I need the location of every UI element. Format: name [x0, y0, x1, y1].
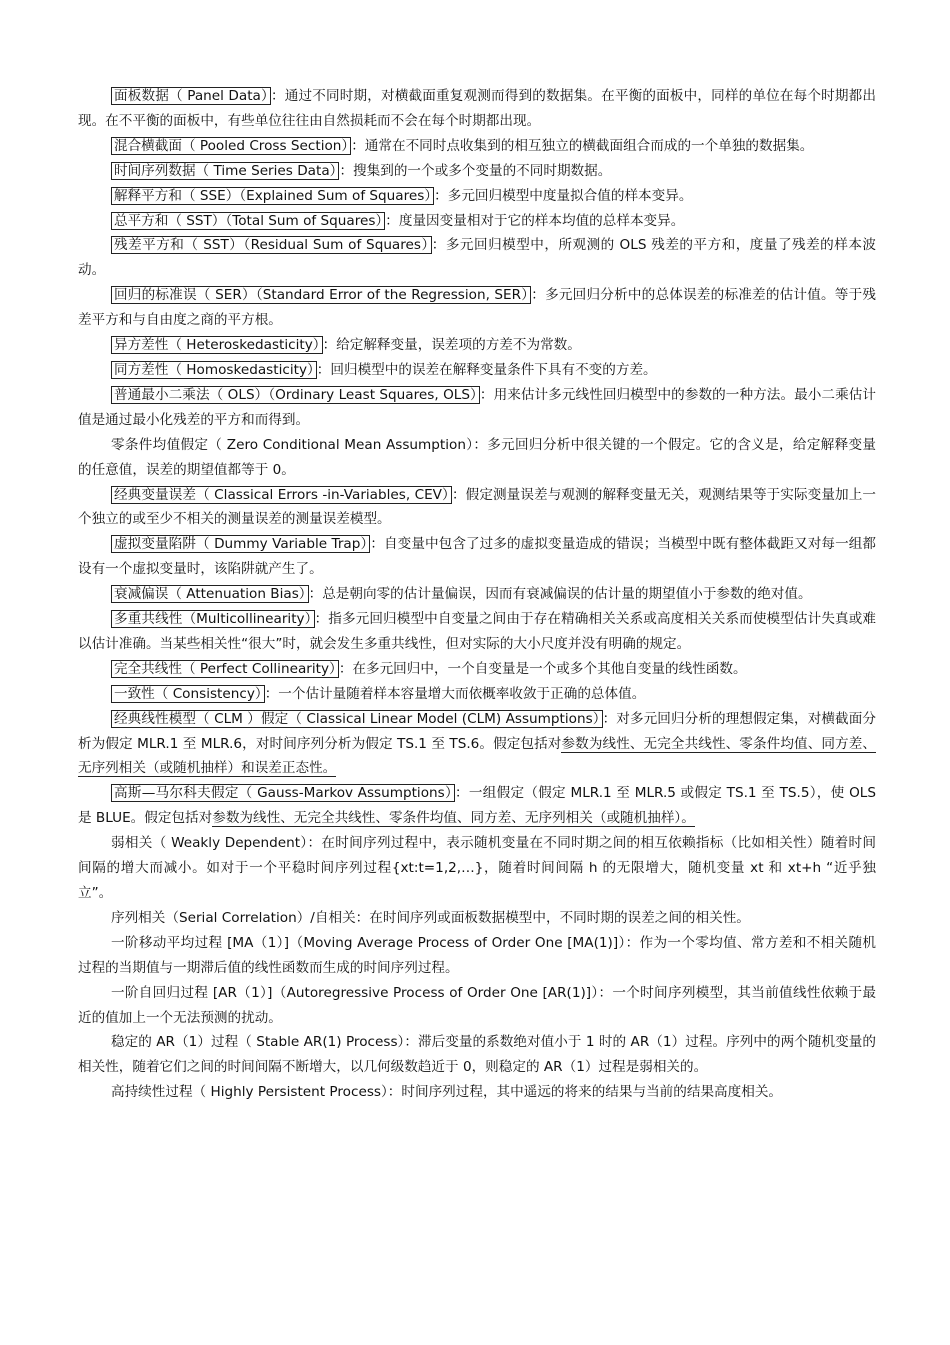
glossary-entry — [78, 707, 876, 782]
term-text: 弱相关（ Weakly Dependent） — [111, 835, 308, 852]
underlined-text: 参数为线性、无完全共线性、零条件均值、同方差、无序列相关（或随机抽样）和误差正态性。 — [78, 735, 877, 777]
glossary-entry — [78, 1080, 876, 1105]
term-text: 稳定的 AR（1）过程（ Stable AR(1) Process） — [111, 1034, 405, 1051]
glossary-entry — [78, 781, 876, 831]
definition-text: ：多元回归分析中的总体误差的标准差的估计值。等于残差平方和与自由度之商的平方根。 — [78, 287, 876, 329]
glossary-entry — [78, 433, 876, 483]
glossary-entry — [78, 682, 876, 707]
term-box: 完全共线性（ Perfect Collinearity） — [111, 660, 339, 678]
term-text: 高持续性过程（ Highly Persistent Process） — [111, 1084, 388, 1101]
definition-text: ：作为一个零均值、常方差和不相关随机过程的当期值与一期滞后值的线性函数而生成的时间序列过程。 — [78, 934, 876, 976]
glossary-entry — [78, 931, 876, 981]
term-text: 一阶移动平均过程 [MA（1）]（Moving Average Process of Order One [MA(1)]） — [111, 934, 626, 951]
term-box: 衰减偏误（ Attenuation Bias） — [111, 585, 309, 603]
term-box: 异方差性（ Heteroskedasticity） — [111, 336, 323, 354]
term-box: 经典线性模型（ CLM ）假定（ Classical Linear Model (CLM) Assumptions） — [111, 710, 603, 728]
term-box: 面板数据（ Panel Data） — [111, 87, 271, 105]
definition-text: ：一组假定（假定 MLR.1 至 MLR.5 或假定 TS.1 至 TS.5），使 OLS 是 BLUE。假定包括对 — [78, 785, 876, 827]
definition-text: ：总是朝向零的估计量偏误，因而有衰减偏误的估计量的期望值小于参数的绝对值。 — [308, 586, 812, 603]
definition-text: ：搜集到的一个或多个变量的不同时期数据。 — [339, 162, 612, 179]
definition-text: ：一个估计量随着样本容量增大而依概率收敛于正确的总体值。 — [264, 685, 646, 702]
definition-text: ：用来估计多元线性回归模型中的参数的一种方法。最小二乘估计值是通过最小化残差的平方和而得到。 — [78, 386, 876, 428]
definition-text: ：时间序列过程，其中遥远的将来的结果与当前的结果高度相关。 — [387, 1084, 783, 1101]
glossary-entry — [78, 532, 876, 582]
term-box: 总平方和（ SST）（Total Sum of Squares） — [111, 212, 385, 230]
term-box: 经典变量误差（ Classical Errors -in-Variables, CEV） — [111, 486, 452, 504]
definition-text: ：在时间序列过程中，表示随机变量在不同时期之间的相互依赖指标（比如相关性）随着时间间隔的增大而减小。如对于一个平稳时间序列过程 — [78, 835, 877, 877]
definition-text: ：多元回归模型中度量拟合值的样本变异。 — [434, 187, 693, 204]
definition-text: ：给定解释变量，误差项的方差不为常数。 — [322, 337, 581, 354]
term-box: 普通最小二乘法（ OLS）（Ordinary Least Squares, OLS） — [111, 386, 480, 404]
definition-tail: ，随着时间间隔 h 的无限增大，随机变量 xt 和 xt+h “近乎独立”。 — [78, 860, 877, 901]
glossary-entry — [78, 233, 876, 283]
term-box: 一致性（ Consistency） — [111, 685, 265, 703]
formula-text: {xt:t=1,2,…} — [391, 860, 484, 877]
glossary-entry — [78, 358, 876, 383]
term-box: 同方差性（ Homoskedasticity） — [111, 361, 317, 379]
glossary-entry — [78, 333, 876, 358]
term-box: 回归的标准误（ SER）（Standard Error of the Regression, SER） — [111, 286, 531, 304]
definition-text: ：滞后变量的系数绝对值小于 1 时的 AR（1）过程。序列中的两个随机变量的相关性，随着它们之间的时间间隔不断增大，以几何级数趋近于 0，则稳定的 AR（1）过程是弱相关的。 — [78, 1034, 876, 1076]
definition-text: ：自变量中包含了过多的虚拟变量造成的错误；当模型中既有整体截距又对每一组都设有一个虚拟变量时，该陷阱就产生了。 — [78, 536, 877, 578]
glossary-entry — [78, 283, 876, 333]
term-text: 零条件均值假定（ Zero Conditional Mean Assumption） — [111, 436, 474, 453]
term-text: 一阶自回归过程 [AR（1）]（Autoregressive Process of Order One [AR(1)]） — [111, 984, 599, 1001]
definition-text: ：通常在不同时点收集到的相互独立的横截面组合而成的一个单独的数据集。 — [351, 137, 814, 154]
definition-text: ：假定测量误差与观测的解释变量无关，观测结果等于实际变量加上一个独立的或至少不相关的测量误差的测量误差模型。 — [78, 486, 876, 528]
glossary-entry — [78, 184, 876, 209]
glossary-entry — [78, 84, 876, 134]
term-box: 时间序列数据（ Time Series Data） — [111, 162, 339, 180]
glossary-entry — [78, 582, 876, 607]
definition-text: ：多元回归分析中很关键的一个假定。它的含义是，给定解释变量的任意值，误差的期望值都等于 0。 — [78, 436, 876, 478]
definition-text: ：在时间序列或面板数据模型中，不同时期的误差之间的相关性。 — [355, 909, 750, 926]
glossary-entry — [78, 1030, 876, 1080]
glossary-entry — [78, 209, 876, 234]
glossary-entry — [78, 134, 876, 159]
term-box: 虚拟变量陷阱（ Dummy Variable Trap） — [111, 535, 370, 553]
glossary-entry — [78, 607, 876, 657]
definition-text: ：度量因变量相对于它的样本均值的总样本变异。 — [385, 212, 685, 229]
glossary-document — [78, 84, 876, 1105]
term-box: 多重共线性（Multicollinearity） — [111, 610, 315, 628]
term-box: 混合横截面（ Pooled Cross Section） — [111, 137, 351, 155]
definition-text: ：指多元回归模型中自变量之间由于存在精确相关关系或高度相关关系而使模型估计失真或难以估计准确。当某些相关性“很大”时，就会发生多重共线性，但对实际的大小尺度并没有明确的规定。 — [78, 611, 876, 652]
definition-text: ：一个时间序列模型，其当前值线性依赖于最近的值加上一个无法预测的扰动。 — [78, 984, 876, 1026]
glossary-entry — [78, 159, 876, 184]
underlined-text: 参数为线性、无完全共线性、零条件均值、同方差、无序列相关（或随机抽样）。 — [212, 810, 695, 827]
definition-text: ：回归模型中的误差在解释变量条件下具有不变的方差。 — [316, 361, 657, 378]
term-text: 序列相关（Serial Correlation）/自相关 — [111, 909, 356, 926]
term-box: 残差平方和（ SST）（Residual Sum of Squares） — [111, 236, 432, 254]
glossary-entry — [78, 483, 876, 533]
glossary-entry — [78, 981, 876, 1031]
definition-text: ：通过不同时期，对横截面重复观测而得到的数据集。在平衡的面板中，同样的单位在每个时期都出现。在不平衡的面板中，有些单位往往由自然损耗而不会在每个时期都出现。 — [78, 88, 876, 129]
definition-text: ：多元回归模型中，所观测的 OLS 残差的平方和，度量了残差的样本波动。 — [78, 237, 876, 279]
glossary-entry — [78, 383, 876, 433]
definition-text: ：对多元回归分析的理想假定集，对横截面分析为假定 MLR.1 至 MLR.6，对时间序列分析为假定 TS.1 至 TS.6。假定包括对 — [78, 710, 876, 752]
glossary-entry — [78, 906, 876, 931]
glossary-entry — [78, 657, 876, 682]
term-box: 解释平方和（ SSE）（Explained Sum of Squares） — [111, 187, 434, 205]
definition-text: ：在多元回归中，一个自变量是一个或多个其他自变量的线性函数。 — [338, 660, 747, 677]
glossary-entry — [78, 831, 876, 906]
term-box: 高斯—马尔科夫假定（ Gauss-Markov Assumptions） — [111, 784, 455, 802]
